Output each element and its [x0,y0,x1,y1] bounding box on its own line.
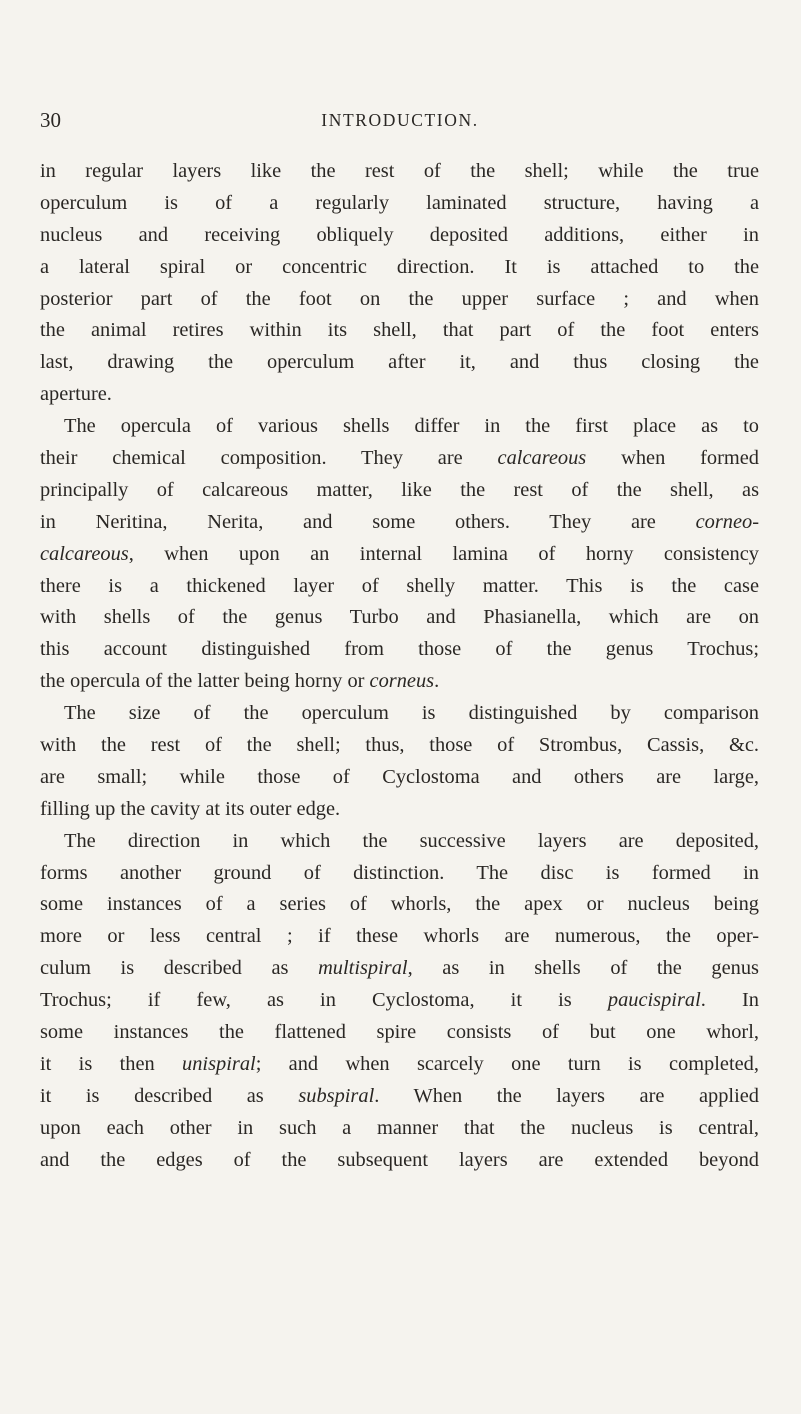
text-line: a lateral spiral or concentric direction. It is attached to the [40,255,759,278]
running-title: INTRODUCTION. [321,110,479,130]
text-line: there is a thickened layer of shelly matter. This is the case [40,574,759,597]
body-text [40,156,759,1177]
text-line: The size of the operculum is distinguished by comparison [64,702,759,725]
text-line: with shells of the genus Turbo and Phasianella, which are on [40,606,759,629]
text-line: some instances of a series of whorls, the apex or nucleus being [40,893,759,916]
text-line: last, drawing the operculum after it, and thus closing the [40,351,759,374]
text-line: nucleus and receiving obliquely deposited additions, either in [40,223,759,246]
text-line: culum is described as multispiral, as in shells of the genus [40,957,759,980]
text-line: upon each other in such a manner that the nucleus is central, [40,1116,759,1139]
text-line: operculum is of a regularly laminated structure, having a [40,191,759,214]
text-line: principally of calcareous matter, like the rest of the shell, as [40,478,759,501]
text-line: forms another ground of distinction. The disc is formed in [40,861,759,884]
text-line: filling up the cavity at its outer edge. [40,797,341,820]
text-line: in Neritina, Nerita, and some others. They are corneo- [40,510,759,533]
running-head [40,108,760,138]
text-line: and the edges of the subsequent layers are extended beyond [40,1148,759,1171]
text-line: aperture. [40,383,112,406]
text-line: Trochus; if few, as in Cyclostoma, it is paucispiral. In [40,989,759,1012]
text-line: the opercula of the latter being horny or corneus. [40,670,440,693]
text-line: it is described as subspiral. When the layers are applied [40,1084,759,1107]
text-line: calcareous, when upon an internal lamina of horny consistency [40,542,759,565]
text-line: more or less central ; if these whorls are numerous, the oper- [40,925,759,948]
text-line: posterior part of the foot on the upper surface ; and when [40,287,759,310]
page-number: 30 [40,108,61,132]
text-line: are small; while those of Cyclostoma and others are large, [40,765,759,788]
text-line: The opercula of various shells differ in the first place as to [64,415,759,438]
text-line: the animal retires within its shell, that part of the foot enters [40,319,759,342]
text-line: some instances the flattened spire consists of but one whorl, [40,1021,759,1044]
text-line: in regular layers like the rest of the shell; while the true [40,160,759,182]
text-line: their chemical composition. They are calcareous when formed [40,447,759,470]
text-line: with the rest of the shell; thus, those of Strombus, Cassis, &c. [40,734,759,757]
text-line: The direction in which the successive layers are deposited, [64,829,759,852]
text-line: it is then unispiral; and when scarcely one turn is completed, [40,1052,759,1075]
text-line: this account distinguished from those of the genus Trochus; [40,638,759,661]
